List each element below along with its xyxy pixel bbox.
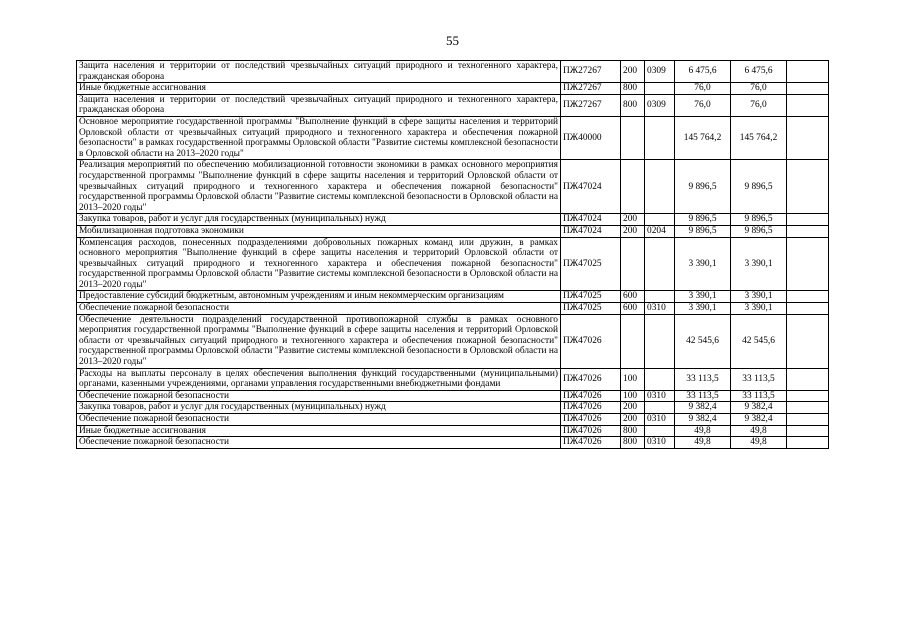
amount-cell: 3 390,1 (675, 291, 731, 303)
empty-cell (787, 314, 829, 368)
page-number: 55 (446, 33, 459, 48)
table-row (77, 303, 829, 315)
expense-type-cell: 800 (621, 94, 645, 116)
expense-type-cell: 800 (621, 437, 645, 449)
amount-cell: 33 113,5 (675, 368, 731, 390)
expense-type-cell: 200 (621, 402, 645, 414)
table-row (77, 237, 829, 291)
target-code-cell: ПЖ47026 (561, 402, 621, 414)
section-code-cell (645, 368, 675, 390)
amount-cell: 9 382,4 (675, 414, 731, 426)
amount-cell: 3 390,1 (675, 303, 731, 315)
section-code-cell (645, 214, 675, 226)
target-code-cell: ПЖ27267 (561, 83, 621, 95)
expense-type-cell: 100 (621, 390, 645, 402)
amount-cell-2: 9 382,4 (731, 402, 787, 414)
section-code-cell (645, 237, 675, 291)
empty-cell (787, 291, 829, 303)
amount-cell: 76,0 (675, 94, 731, 116)
empty-cell (787, 83, 829, 95)
table-row (77, 402, 829, 414)
amount-cell-2: 33 113,5 (731, 368, 787, 390)
section-code-cell: 0310 (645, 437, 675, 449)
row-name-cell: Реализация мероприятий по обеспечению мобилизационной готовности экономики в рамках основного мероприятия государственной программы "Выполнение функций в сфере защиты населения и территорий Орловской области от чрезвычайных ситуаций природного и техногенного характера и обеспечения пожарной безопасности" государственной программы Орловской области "Развитие системы комплексной безопасности в Орловской области на 2013–2020 годы" (77, 160, 561, 214)
row-name-cell: Обеспечение пожарной безопасности (77, 303, 561, 315)
target-code-cell: ПЖ47025 (561, 237, 621, 291)
amount-cell: 33 113,5 (675, 390, 731, 402)
row-name-cell: Обеспечение деятельности подразделений государственной противопожарной службы в рамках основного мероприятия государственной программы "Выполнение функций в сфере защиты населения и территорий Орловской области от чрезвычайных ситуаций природного и техногенного характера и обеспечения пожарной безопасности" государственной программы Орловской области "Развитие системы комплексной безопасности в Орловской области на 2013–2020 годы" (77, 314, 561, 368)
empty-cell (787, 303, 829, 315)
expense-type-cell: 800 (621, 425, 645, 437)
row-name-cell: Основное мероприятие государственной программы "Выполнение функций в сфере защиты населения и территорий Орловской области от чрезвычайных ситуаций природного и техногенного характера и обеспечения пожарной безопасности" в рамках государственной программы Орловской области "Развитие системы комплексной безопасности в Орловской области на 2013–2020 годы" (77, 116, 561, 159)
empty-cell (787, 368, 829, 390)
amount-cell: 49,8 (675, 437, 731, 449)
row-name-cell: Компенсация расходов, понесенных подразделениями добровольных пожарных команд или дружин, в рамках основного мероприятия "Выполнение функций в сфере защиты населения и территорий Орловской области от чрезвычайных ситуаций природного и техногенного характера и обеспечения пожарной безопасности" государственной программы Орловской области "Развитие системы комплексной безопасности в Орловской области на 2013–2020 годы" (77, 237, 561, 291)
row-name-cell: Закупка товаров, работ и услуг для государственных (муниципальных) нужд (77, 402, 561, 414)
expense-type-cell (621, 160, 645, 214)
table-row (77, 160, 829, 214)
row-name-cell: Мобилизационная подготовка экономики (77, 225, 561, 237)
row-name-cell: Предоставление субсидий бюджетным, автономным учреждениям и иным некоммерческим организациям (77, 291, 561, 303)
table-row (77, 214, 829, 226)
amount-cell-2: 76,0 (731, 83, 787, 95)
section-code-cell (645, 425, 675, 437)
amount-cell-2: 9 382,4 (731, 414, 787, 426)
target-code-cell: ПЖ47026 (561, 314, 621, 368)
amount-cell-2: 76,0 (731, 94, 787, 116)
table-row (77, 314, 829, 368)
amount-cell: 76,0 (675, 83, 731, 95)
section-code-cell: 0204 (645, 225, 675, 237)
row-name-cell: Обеспечение пожарной безопасности (77, 414, 561, 426)
row-name-cell: Защита населения и территории от последствий чрезвычайных ситуаций природного и техногенного характера, гражданская оборона (77, 94, 561, 116)
table-row (77, 425, 829, 437)
section-code-cell: 0309 (645, 61, 675, 83)
expense-type-cell: 800 (621, 83, 645, 95)
section-code-cell (645, 314, 675, 368)
section-code-cell (645, 160, 675, 214)
empty-cell (787, 425, 829, 437)
row-name-cell: Закупка товаров, работ и услуг для государственных (муниципальных) нужд (77, 214, 561, 226)
amount-cell: 3 390,1 (675, 237, 731, 291)
empty-cell (787, 402, 829, 414)
row-name-cell: Защита населения и территории от последствий чрезвычайных ситуаций природного и техногенного характера, гражданская оборона (77, 61, 561, 83)
amount-cell: 9 896,5 (675, 160, 731, 214)
amount-cell: 9 896,5 (675, 225, 731, 237)
row-name-cell: Обеспечение пожарной безопасности (77, 437, 561, 449)
target-code-cell: ПЖ27267 (561, 61, 621, 83)
table-row (77, 61, 829, 83)
amount-cell: 9 382,4 (675, 402, 731, 414)
expense-type-cell (621, 314, 645, 368)
target-code-cell: ПЖ47026 (561, 368, 621, 390)
empty-cell (787, 225, 829, 237)
section-code-cell (645, 291, 675, 303)
table-row (77, 437, 829, 449)
expense-type-cell (621, 237, 645, 291)
amount-cell-2: 42 545,6 (731, 314, 787, 368)
expense-type-cell: 200 (621, 214, 645, 226)
amount-cell-2: 9 896,5 (731, 160, 787, 214)
amount-cell-2: 9 896,5 (731, 214, 787, 226)
empty-cell (787, 390, 829, 402)
amount-cell-2: 3 390,1 (731, 303, 787, 315)
table-row (77, 414, 829, 426)
empty-cell (787, 94, 829, 116)
target-code-cell: ПЖ47025 (561, 303, 621, 315)
amount-cell: 145 764,2 (675, 116, 731, 159)
row-name-cell: Иные бюджетные ассигнования (77, 83, 561, 95)
section-code-cell: 0310 (645, 414, 675, 426)
amount-cell: 49,8 (675, 425, 731, 437)
table-row (77, 368, 829, 390)
table-row (77, 225, 829, 237)
table-row (77, 291, 829, 303)
section-code-cell (645, 116, 675, 159)
target-code-cell: ПЖ47026 (561, 425, 621, 437)
target-code-cell: ПЖ47025 (561, 291, 621, 303)
target-code-cell: ПЖ27267 (561, 94, 621, 116)
target-code-cell: ПЖ47026 (561, 390, 621, 402)
table-row (77, 116, 829, 159)
section-code-cell: 0309 (645, 94, 675, 116)
section-code-cell: 0310 (645, 390, 675, 402)
target-code-cell: ПЖ47024 (561, 225, 621, 237)
expense-type-cell: 200 (621, 414, 645, 426)
amount-cell: 42 545,6 (675, 314, 731, 368)
target-code-cell: ПЖ47026 (561, 437, 621, 449)
amount-cell-2: 3 390,1 (731, 237, 787, 291)
empty-cell (787, 437, 829, 449)
expense-type-cell: 200 (621, 61, 645, 83)
row-name-cell: Обеспечение пожарной безопасности (77, 390, 561, 402)
amount-cell-2: 6 475,6 (731, 61, 787, 83)
table-row (77, 94, 829, 116)
section-code-cell: 0310 (645, 303, 675, 315)
amount-cell-2: 49,8 (731, 437, 787, 449)
row-name-cell: Расходы на выплаты персоналу в целях обеспечения выполнения функций государственными (муниципальными) органами, казенными учреждениями, органами управления государственными внебюджетными фондами (77, 368, 561, 390)
budget-table (76, 60, 829, 449)
expense-type-cell (621, 116, 645, 159)
target-code-cell: ПЖ47024 (561, 214, 621, 226)
empty-cell (787, 214, 829, 226)
expense-type-cell: 100 (621, 368, 645, 390)
empty-cell (787, 160, 829, 214)
amount-cell-2: 9 896,5 (731, 225, 787, 237)
amount-cell: 6 475,6 (675, 61, 731, 83)
amount-cell-2: 49,8 (731, 425, 787, 437)
table-row (77, 83, 829, 95)
amount-cell: 9 896,5 (675, 214, 731, 226)
expense-type-cell: 600 (621, 303, 645, 315)
empty-cell (787, 237, 829, 291)
amount-cell-2: 3 390,1 (731, 291, 787, 303)
amount-cell-2: 33 113,5 (731, 390, 787, 402)
section-code-cell (645, 402, 675, 414)
section-code-cell (645, 83, 675, 95)
empty-cell (787, 116, 829, 159)
expense-type-cell: 600 (621, 291, 645, 303)
target-code-cell: ПЖ47024 (561, 160, 621, 214)
amount-cell-2: 145 764,2 (731, 116, 787, 159)
target-code-cell: ПЖ40000 (561, 116, 621, 159)
empty-cell (787, 414, 829, 426)
empty-cell (787, 61, 829, 83)
target-code-cell: ПЖ47026 (561, 414, 621, 426)
row-name-cell: Иные бюджетные ассигнования (77, 425, 561, 437)
expense-type-cell: 200 (621, 225, 645, 237)
table-row (77, 390, 829, 402)
